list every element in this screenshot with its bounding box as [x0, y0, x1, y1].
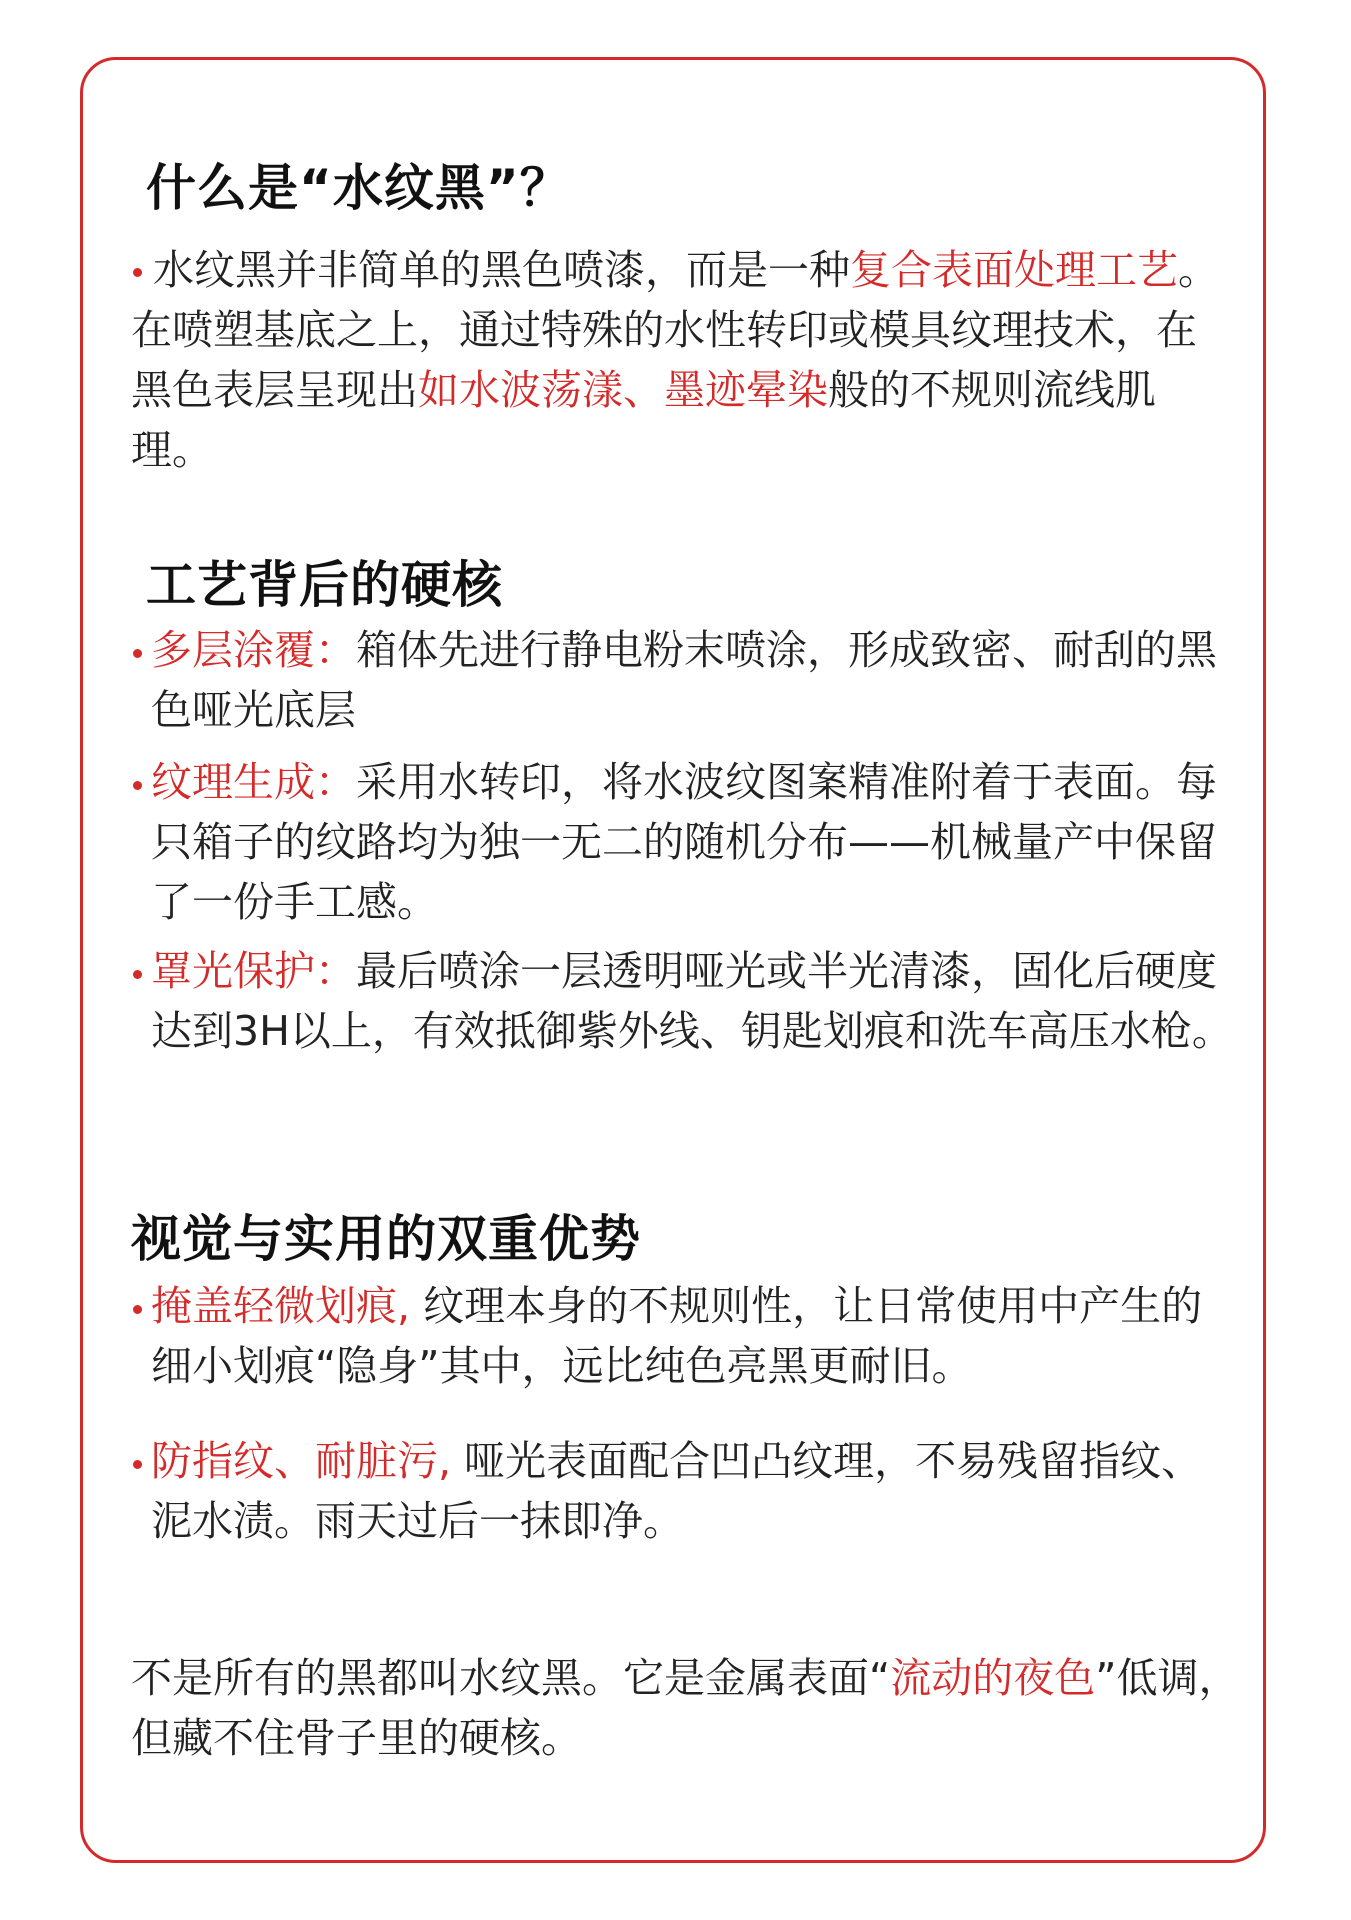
section-heading-craft: 工艺背后的硬核 [146, 556, 503, 614]
intro-paragraph [131, 240, 1221, 480]
intro-highlight-texture: 如水波荡漾、墨迹晕染 [418, 366, 828, 414]
advantage-item-label: 掩盖轻微划痕, [151, 1282, 411, 1330]
craft-item-label: 罩光保护： [151, 947, 356, 995]
intro-text-2: 。在喷塑基底之上，通过特殊的水性转印或模具纹理技术，在黑色表层呈现出 [131, 246, 1219, 414]
advantage-item-text: 哑光表面配合凹凸纹理，不易残留指纹、泥水渍。雨天过后一抹即净。 [151, 1437, 1203, 1545]
advantage-item-fingerprint [151, 1431, 1241, 1551]
section-heading-what-is: 什么是“水纹黑”？ [146, 159, 571, 217]
advantage-item-label: 防指纹、耐脏污, [151, 1437, 452, 1485]
craft-item-label: 多层涂覆： [151, 626, 356, 674]
bullet-dot [133, 649, 142, 658]
craft-item-text: 采用水转印，将水波纹图案精准附着于表面。每只箱子的纹路均为独一无二的随机分布——机械量产中保留了一份手工感。 [151, 758, 1217, 926]
craft-item-coating [151, 620, 1241, 740]
bullet-dot [133, 1460, 142, 1469]
craft-item-clearcoat [151, 941, 1251, 1061]
bullet-dot [133, 781, 142, 790]
intro-text-3: 般的不规则流线肌理。 [131, 366, 1156, 474]
closing-text-1: 不是所有的黑都叫水纹黑。它是金属表面“ [131, 1654, 891, 1702]
advantage-item-scratch [151, 1276, 1241, 1396]
bullet-dot [133, 1305, 142, 1314]
intro-highlight-process: 复合表面处理工艺 [850, 246, 1178, 294]
intro-text-1: 水纹黑并非简单的黑色喷漆，而是一种 [153, 246, 850, 294]
bullet-dot [133, 970, 142, 979]
craft-item-text: 箱体先进行静电粉末喷涂，形成致密、耐刮的黑色哑光底层 [151, 626, 1217, 734]
section-heading-advantages: 视觉与实用的双重优势 [131, 1210, 641, 1268]
closing-paragraph [131, 1648, 1241, 1768]
closing-highlight: 流动的夜色 [890, 1654, 1096, 1702]
advantage-item-text: 纹理本身的不规则性，让日常使用中产生的细小划痕“隐身”其中，远比纯色亮黑更耐旧。 [151, 1282, 1203, 1390]
closing-text-2: ”低调，但藏不住骨子里的硬核。 [131, 1654, 1240, 1762]
craft-item-label: 纹理生成： [151, 758, 356, 806]
craft-item-texture [151, 752, 1251, 932]
craft-item-text: 最后喷涂一层透明哑光或半光清漆，固化后硬度达到3H以上，有效抵御紫外线、钥匙划痕和洗车高压水枪。 [151, 947, 1233, 1055]
